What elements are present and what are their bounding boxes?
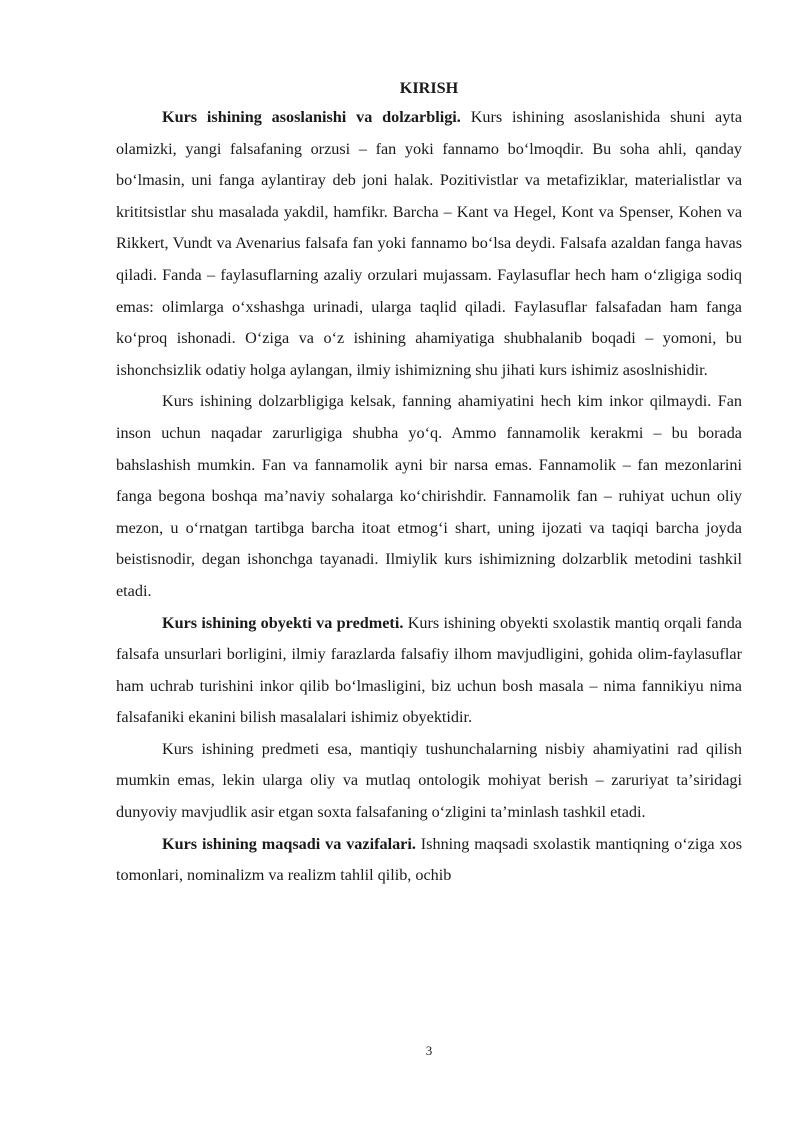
paragraph-relevance (116, 386, 742, 607)
paragraph-goals (116, 829, 742, 892)
paragraph-lead: Kurs ishining maqsadi va vazifalari. (162, 834, 416, 853)
section-heading: KIRISH (399, 79, 459, 97)
paragraph-subject (116, 734, 742, 829)
page-body (116, 74, 742, 892)
paragraph-text: Kurs ishining asoslanishida shuni ayta olamizki, yangi falsafaning orzusi – fan yoki fannamo boʻlmoqdir. Bu soha ahli, qanday boʻlmasin, uni fanga aylantiray deb joni halak. Pozitivistlar va metafiziklar, materialistlar va krititsistlar shu masalada yakdil, hamfikr. Barcha – Kant va Hegel, Kont va Spenser, Kohen va Rikkert, Vundt va Avenarius falsafa fan yoki fannamo boʻlsa deydi. Falsafa azaldan fanga havas qiladi. Fanda – faylasuflarning azaliy orzulari mujassam. Faylasuflar hech ham oʻzligiga sodiq emas: olimlarga oʻxshashga urinadi, ularga taqlid qiladi. Faylasuflar falsafadan ham fanga koʻproq ishonadi. Oʻziga va oʻz ishining ahamiyatiga shubhalanib boqadi – yomoni, bu ishonchsizlik odatiy holga aylangan, ilmiy ishimizning shu jihati kurs ishimiz asoslnishidir. (116, 108, 743, 379)
page-number: 3 (425, 1043, 433, 1058)
paragraph-justification (116, 102, 742, 386)
paragraph-text: Kurs ishining predmeti esa, mantiqiy tushunchalarning nisbiy ahamiyatini rad qilish mumkin emas, lekin ularga oliy va mutlaq ontologik mohiyat berish – zaruriyat taʼsiridagi dunyoviy mavjudlik asir etgan soxta falsafaning oʻzligini taʼminlash tashkil etadi. (116, 739, 742, 822)
paragraph-text: Ishning maqsadi sxolastik mantiqning oʻziga xos tomonlari, nominalizm va realizm tahlil qilib, ochib (116, 834, 742, 885)
paragraph-object (116, 608, 742, 734)
paragraph-lead: Kurs ishining obyekti va predmeti. (162, 613, 404, 632)
paragraph-lead: Kurs ishining asoslanishi va dolzarbligi. (162, 108, 461, 126)
paragraph-text: Kurs ishining dolzarbligiga kelsak, fanning ahamiyatini hech kim inkor qilmaydi. Fan inson uchun naqadar zarurligiga shubha yoʻq. Ammo fannamolik kerakmi – bu borada bahslashish mumkin. Fan va fannamolik ayni bir narsa emas. Fannamolik – fan mezonlarini fanga begona boshqa maʼnaviy sohalarga koʻchirishdir. Fannamolik fan – ruhiyat uchun oliy mezon, u oʻrnatgan tartibga barcha itoat etmogʻi shart, uning ijozati va taqiqi barcha joyda beistisnodir, degan ishonchga tayanadi. Ilmiylik kurs ishimizning dolzarblik metodini tashkil etadi. (116, 392, 742, 600)
paragraph-text: Kurs ishining obyekti sxolastik mantiq orqali fanda falsafa unsurlari borligini, ilmiy farazlarda falsafiy ilhom mavjudligini, gohida olim-faylasuflar ham uchrab turishini inkor qilib boʻlmasligini, biz uchun bosh masala – nima fannikiyu nima falsafaniki ekanini bilish masalalari ishimiz obyektidir. (116, 613, 742, 727)
